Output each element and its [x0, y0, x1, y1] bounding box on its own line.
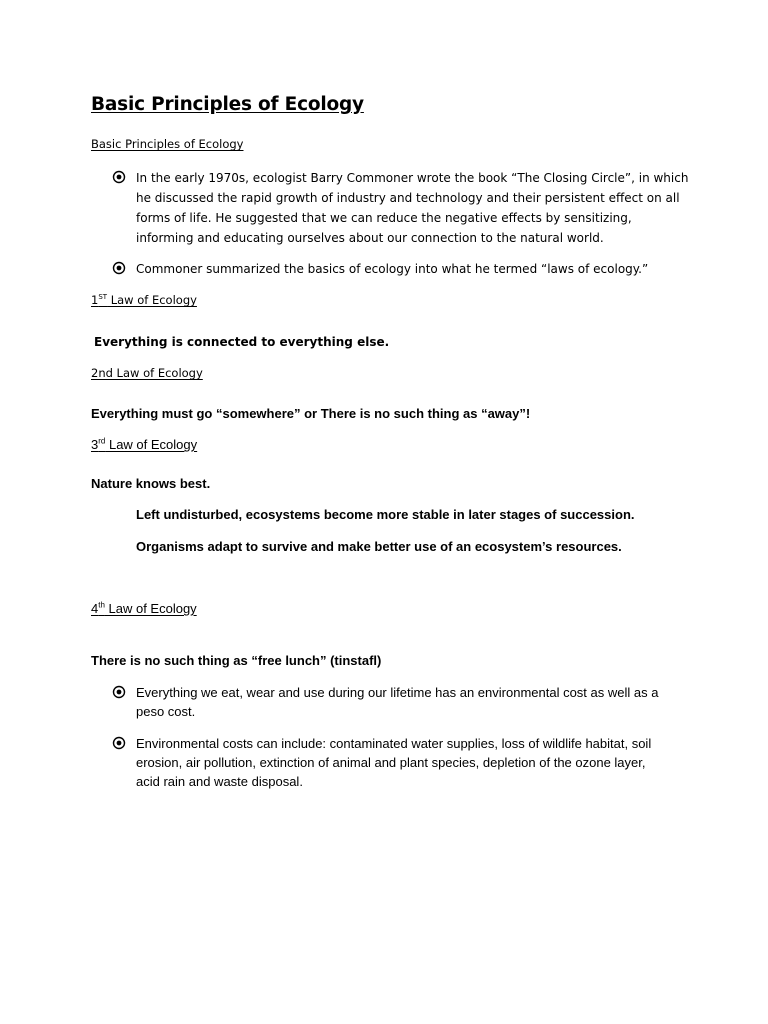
- law-2-heading: 2nd Law of Ecology: [91, 366, 203, 380]
- circled-dot-icon: [112, 736, 126, 750]
- list-item: [112, 734, 672, 791]
- law-3-heading: 3rd Law of Ecology: [91, 436, 198, 452]
- law-1-statement: Everything is connected to everything else.: [94, 335, 390, 349]
- list-item: [112, 259, 692, 279]
- circled-dot-icon: [112, 685, 126, 699]
- law-4-heading: 4th Law of Ecology: [91, 600, 197, 616]
- circled-dot-icon: [112, 170, 126, 184]
- law-2-statement: Everything must go “somewhere” or There is no such thing as “away”!: [91, 406, 531, 421]
- law-3-detail: Organisms adapt to survive and make better use of an ecosystem’s resources.: [136, 539, 622, 554]
- law-4-statement: There is no such thing as “free lunch” (tinstafl): [91, 653, 382, 668]
- section-subtitle: Basic Principles of Ecology: [91, 137, 244, 151]
- list-item-text: Commoner summarized the basics of ecology into what he termed “laws of ecology.”: [136, 262, 649, 276]
- circled-dot-icon: [112, 261, 126, 275]
- list-item-text: Environmental costs can include: contaminated water supplies, loss of wildlife habitat, soil erosion, air pollution, extinction of animal and plant species, depletion of the ozone layer, acid rain and waste disposal.: [136, 736, 652, 789]
- list-item: [112, 168, 692, 248]
- law-3-detail: Left undisturbed, ecosystems become more stable in later stages of succession.: [136, 507, 635, 522]
- list-item-text: In the early 1970s, ecologist Barry Commoner wrote the book “The Closing Circle”, in which he discussed the rapid growth of industry and technology and their persistent effect on all forms of life. He suggested that we can reduce the negative effects by sensitizing, informing and educating ourselves about our connection to the natural world.: [136, 171, 689, 245]
- law-1-heading: 1ST Law of Ecology: [91, 293, 197, 307]
- law-3-statement: Nature knows best.: [91, 476, 211, 491]
- list-item: [112, 683, 672, 721]
- list-item-text: Everything we eat, wear and use during our lifetime has an environmental cost as well as a peso cost.: [136, 685, 659, 719]
- page-title: Basic Principles of Ecology: [91, 94, 364, 115]
